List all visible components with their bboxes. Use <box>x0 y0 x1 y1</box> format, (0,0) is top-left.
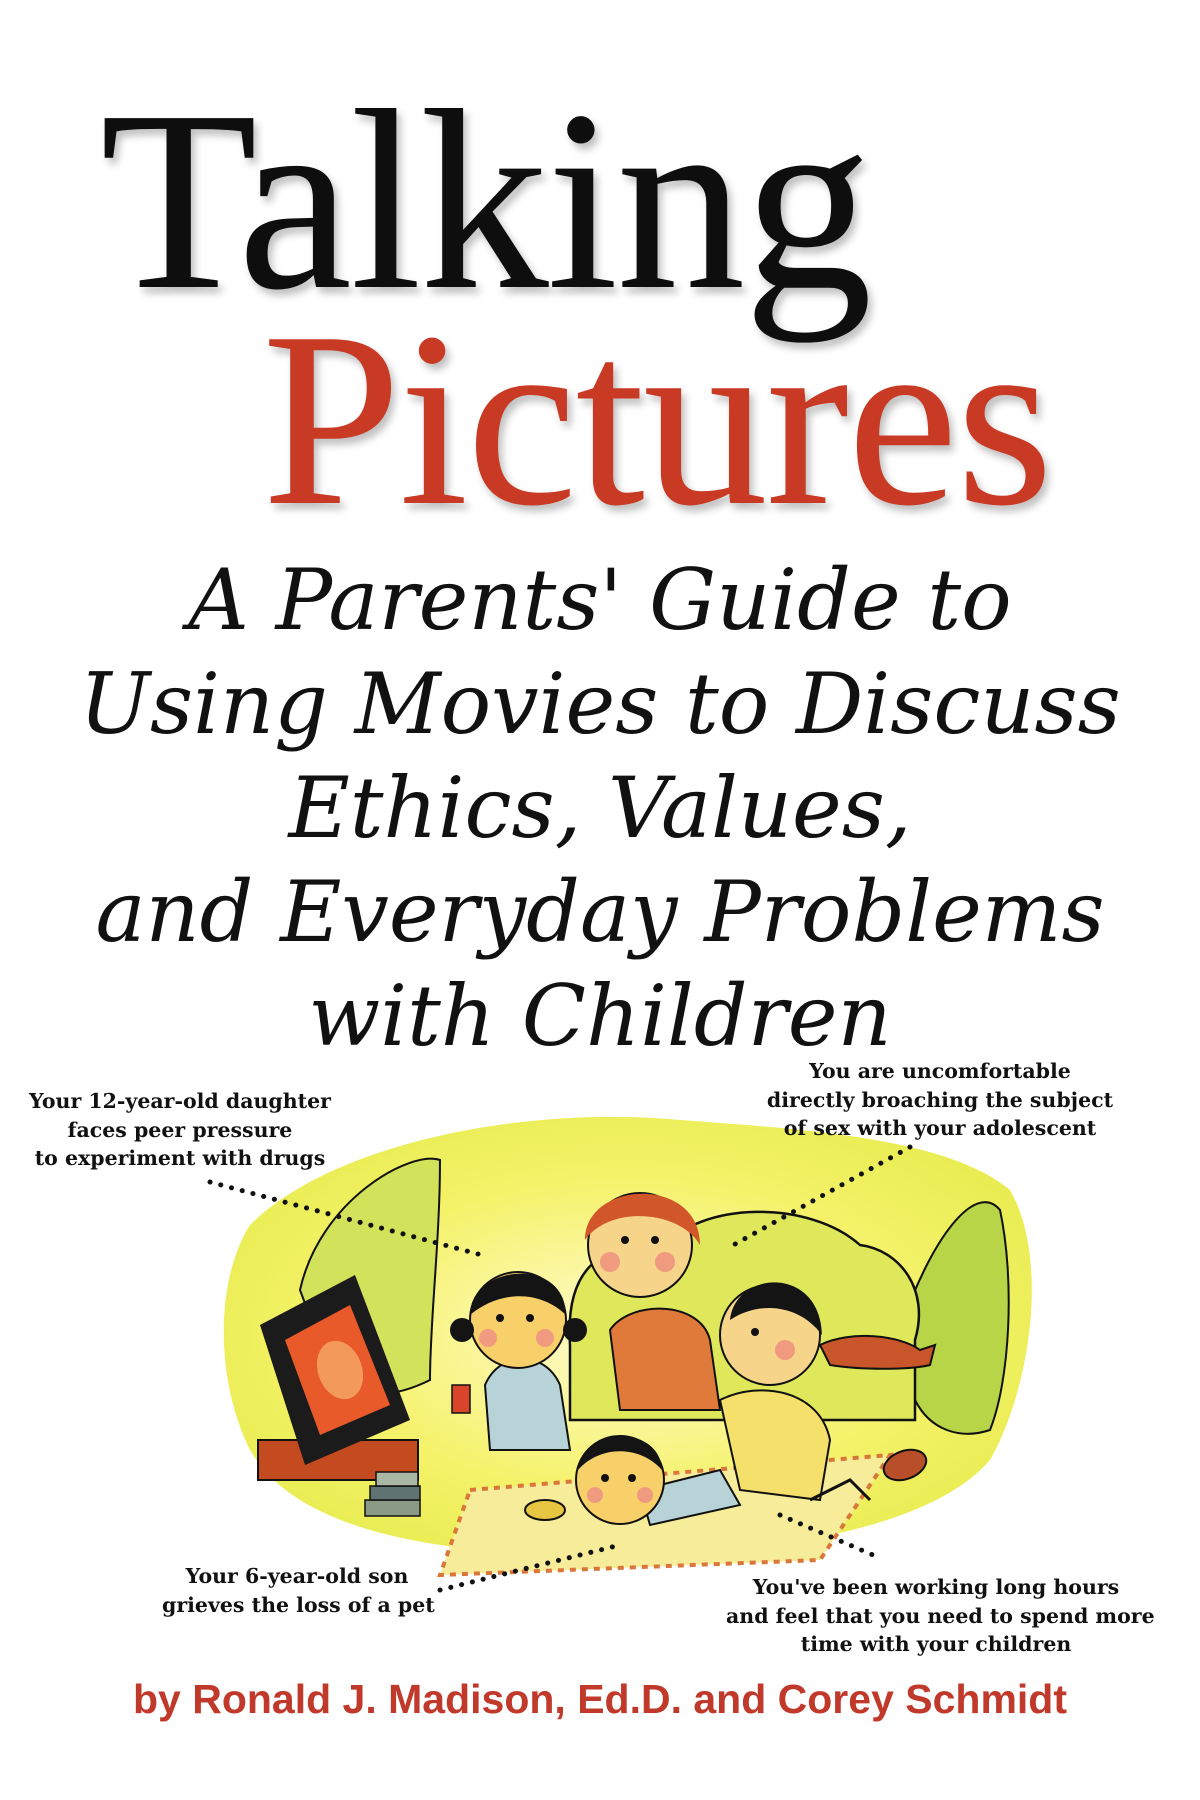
callout-line: Your 12-year-old daughter <box>29 1089 331 1113</box>
subtitle-line: Using Movies to Discuss <box>79 655 1121 753</box>
callout-line: grieves the loss of a pet <box>162 1592 435 1617</box>
callout-line: of sex with your adolescent <box>783 1116 1097 1140</box>
title-line-pictures: Pictures <box>262 281 1052 558</box>
callout-line: Your 6-year-old son <box>185 1564 409 1588</box>
subtitle-line: Ethics, Values, <box>288 759 912 857</box>
drink-cup <box>452 1385 470 1413</box>
title-line-talking: Talking <box>100 57 871 343</box>
callout-line: and feel that you need to spend more <box>726 1603 1155 1628</box>
callout-adolescent <box>760 1057 1120 1143</box>
callout-daughter <box>20 1087 340 1173</box>
subtitle-line: and Everyday Problems <box>95 863 1105 961</box>
callout-son <box>162 1562 435 1619</box>
subtitle-line: with Children <box>308 967 892 1065</box>
callout-working <box>726 1573 1155 1659</box>
callout-line: time with your children <box>800 1632 1072 1656</box>
subtitle-line: A Parents' Guide to <box>188 551 1012 649</box>
callout-line: to experiment with drugs <box>34 1146 326 1170</box>
author-byline: by Ronald J. Madison, Ed.D. and Corey Schmidt <box>132 1676 1067 1722</box>
callout-line: You've been working long hours <box>752 1575 1120 1599</box>
callout-line: directly broaching the subject <box>766 1087 1114 1112</box>
callout-line: faces peer pressure <box>67 1117 293 1142</box>
snack-bowl <box>525 1500 565 1520</box>
callout-line: You are uncomfortable <box>809 1059 1071 1083</box>
